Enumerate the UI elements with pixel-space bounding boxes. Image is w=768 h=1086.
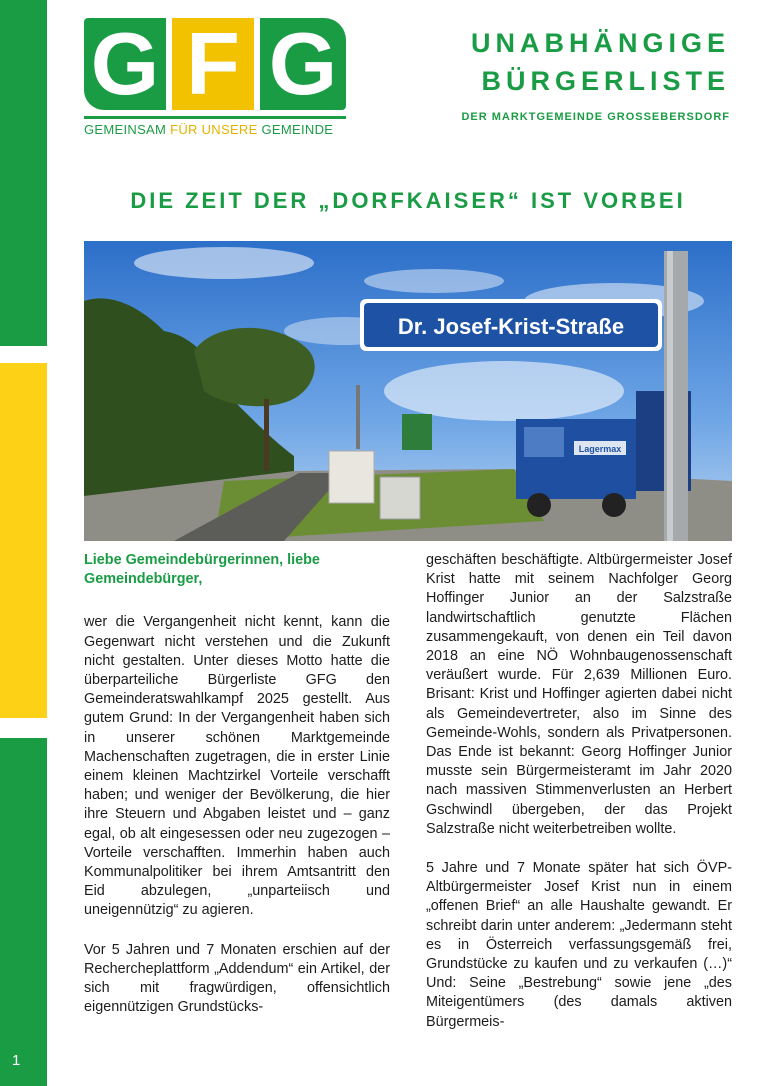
article-paragraph: Vor 5 Jahren und 7 Monaten erschien auf der Rechercheplattform „Addendum“ ein Artikel, der sich mit fragwürdigen, offensichtlich eigennützigen Grundstücks- (84, 941, 390, 1016)
article-greeting: Liebe Gemeindebürgerinnen, liebe Gemeindebürger, (84, 552, 320, 588)
truck-brand-text: Lagermax (578, 444, 622, 454)
page-number: 1 (12, 1052, 21, 1069)
logo-letter-f: F (172, 18, 254, 110)
street-sign-text: Dr. Josef-Krist-Straße (397, 314, 625, 339)
article-photo (84, 241, 732, 541)
logo-underline (84, 116, 346, 119)
side-bar-green-bottom (0, 738, 47, 1086)
header-title-line1: UNABHÄNGIGE (470, 28, 730, 58)
article-column-right (426, 551, 732, 1052)
side-bar-green-top (0, 0, 47, 346)
header-title-line2: BÜRGERLISTE (481, 66, 730, 96)
logo-letter-g2: G (260, 18, 346, 110)
article-headline: DIE ZEIT DER „DORFKAISER“ IST VORBEI (130, 188, 686, 213)
article-paragraph: 5 Jahre und 7 Monate später hat sich ÖVP-Altbürgermeister Josef Krist nun in einem „offenen Brief“ an alle Haushalte gewandt. Er schreibt darin unter anderem: „Jedermann steht es in Österreich verfassungsgemäß frei, Grundstücke zu kaufen und zu verkaufen (…)“ Und: Seine „Bestrebung“ sowie jene „des Miteigentümers (des damals aktiven Bürgermeis- (426, 860, 732, 1030)
logo-tagline: GEMEINSAM FÜR UNSERE GEMEINDE (84, 122, 334, 137)
article-paragraph: geschäften beschäftigte. Altbürgermeister Josef Krist hatte mit seinem Nachfolger Georg Hoffinger Junior an der Salzstraße landwirtschaftlich genutzte Flächen zusammengekauft, von denen ein Teil davon 2018 an eine NÖ Wohnbaugenossenschaft veräußert wurde. Für 2,639 Millionen Euro. Brisant: Krist und Hoffinger agierten dabei nicht als Gemeindevertreter, also im Sinne des Gemeinde-Wohls, sondern als Privatpersonen. Das Ende ist bekannt: Georg Hoffinger Junior musste sein Bürgermeisteramt im Jahr 2020 nach massiven Stimmenverlusten an Herbert Gschwindl übergeben, der das Projekt Salzstraße nicht weiterbetreiben wollte. (426, 552, 732, 837)
side-bar-yellow (0, 363, 47, 718)
header-subtitle: DER MARKTGEMEINDE GROSSEBERSDORF (461, 111, 730, 123)
gfg-logo (84, 14, 346, 137)
article-paragraph: wer die Vergangenheit nicht kennt, kann die Gegenwart nicht verstehen und die Zukunft nicht gestalten. Unter dieses Motto hatte die überparteiliche Bürgerliste GFG den Gemeinderatswahlkampf 2025 gestellt. Aus gutem Grund: In der Vergangenheit haben sich in unserer schönen Marktgemeinde Machenschaften zugetragen, die in erster Linie einem kleinen Machtzirkel Vorteile verschafft haben; und weniger der Bevölkerung, die hier ihre Steuern und Abgaben leistet und – ganz egal, ob alt eingesessen oder neu zugezogen – Vorteile verschafften. Immerhin haben auch Kommunalpolitiker bei ihrem Amtsantritt den Eid abzulegen, „unparteiisch und uneigennützig“ zu agieren. (84, 614, 390, 919)
article-column-left (84, 551, 390, 1037)
logo-letter-g1: G (84, 18, 166, 110)
